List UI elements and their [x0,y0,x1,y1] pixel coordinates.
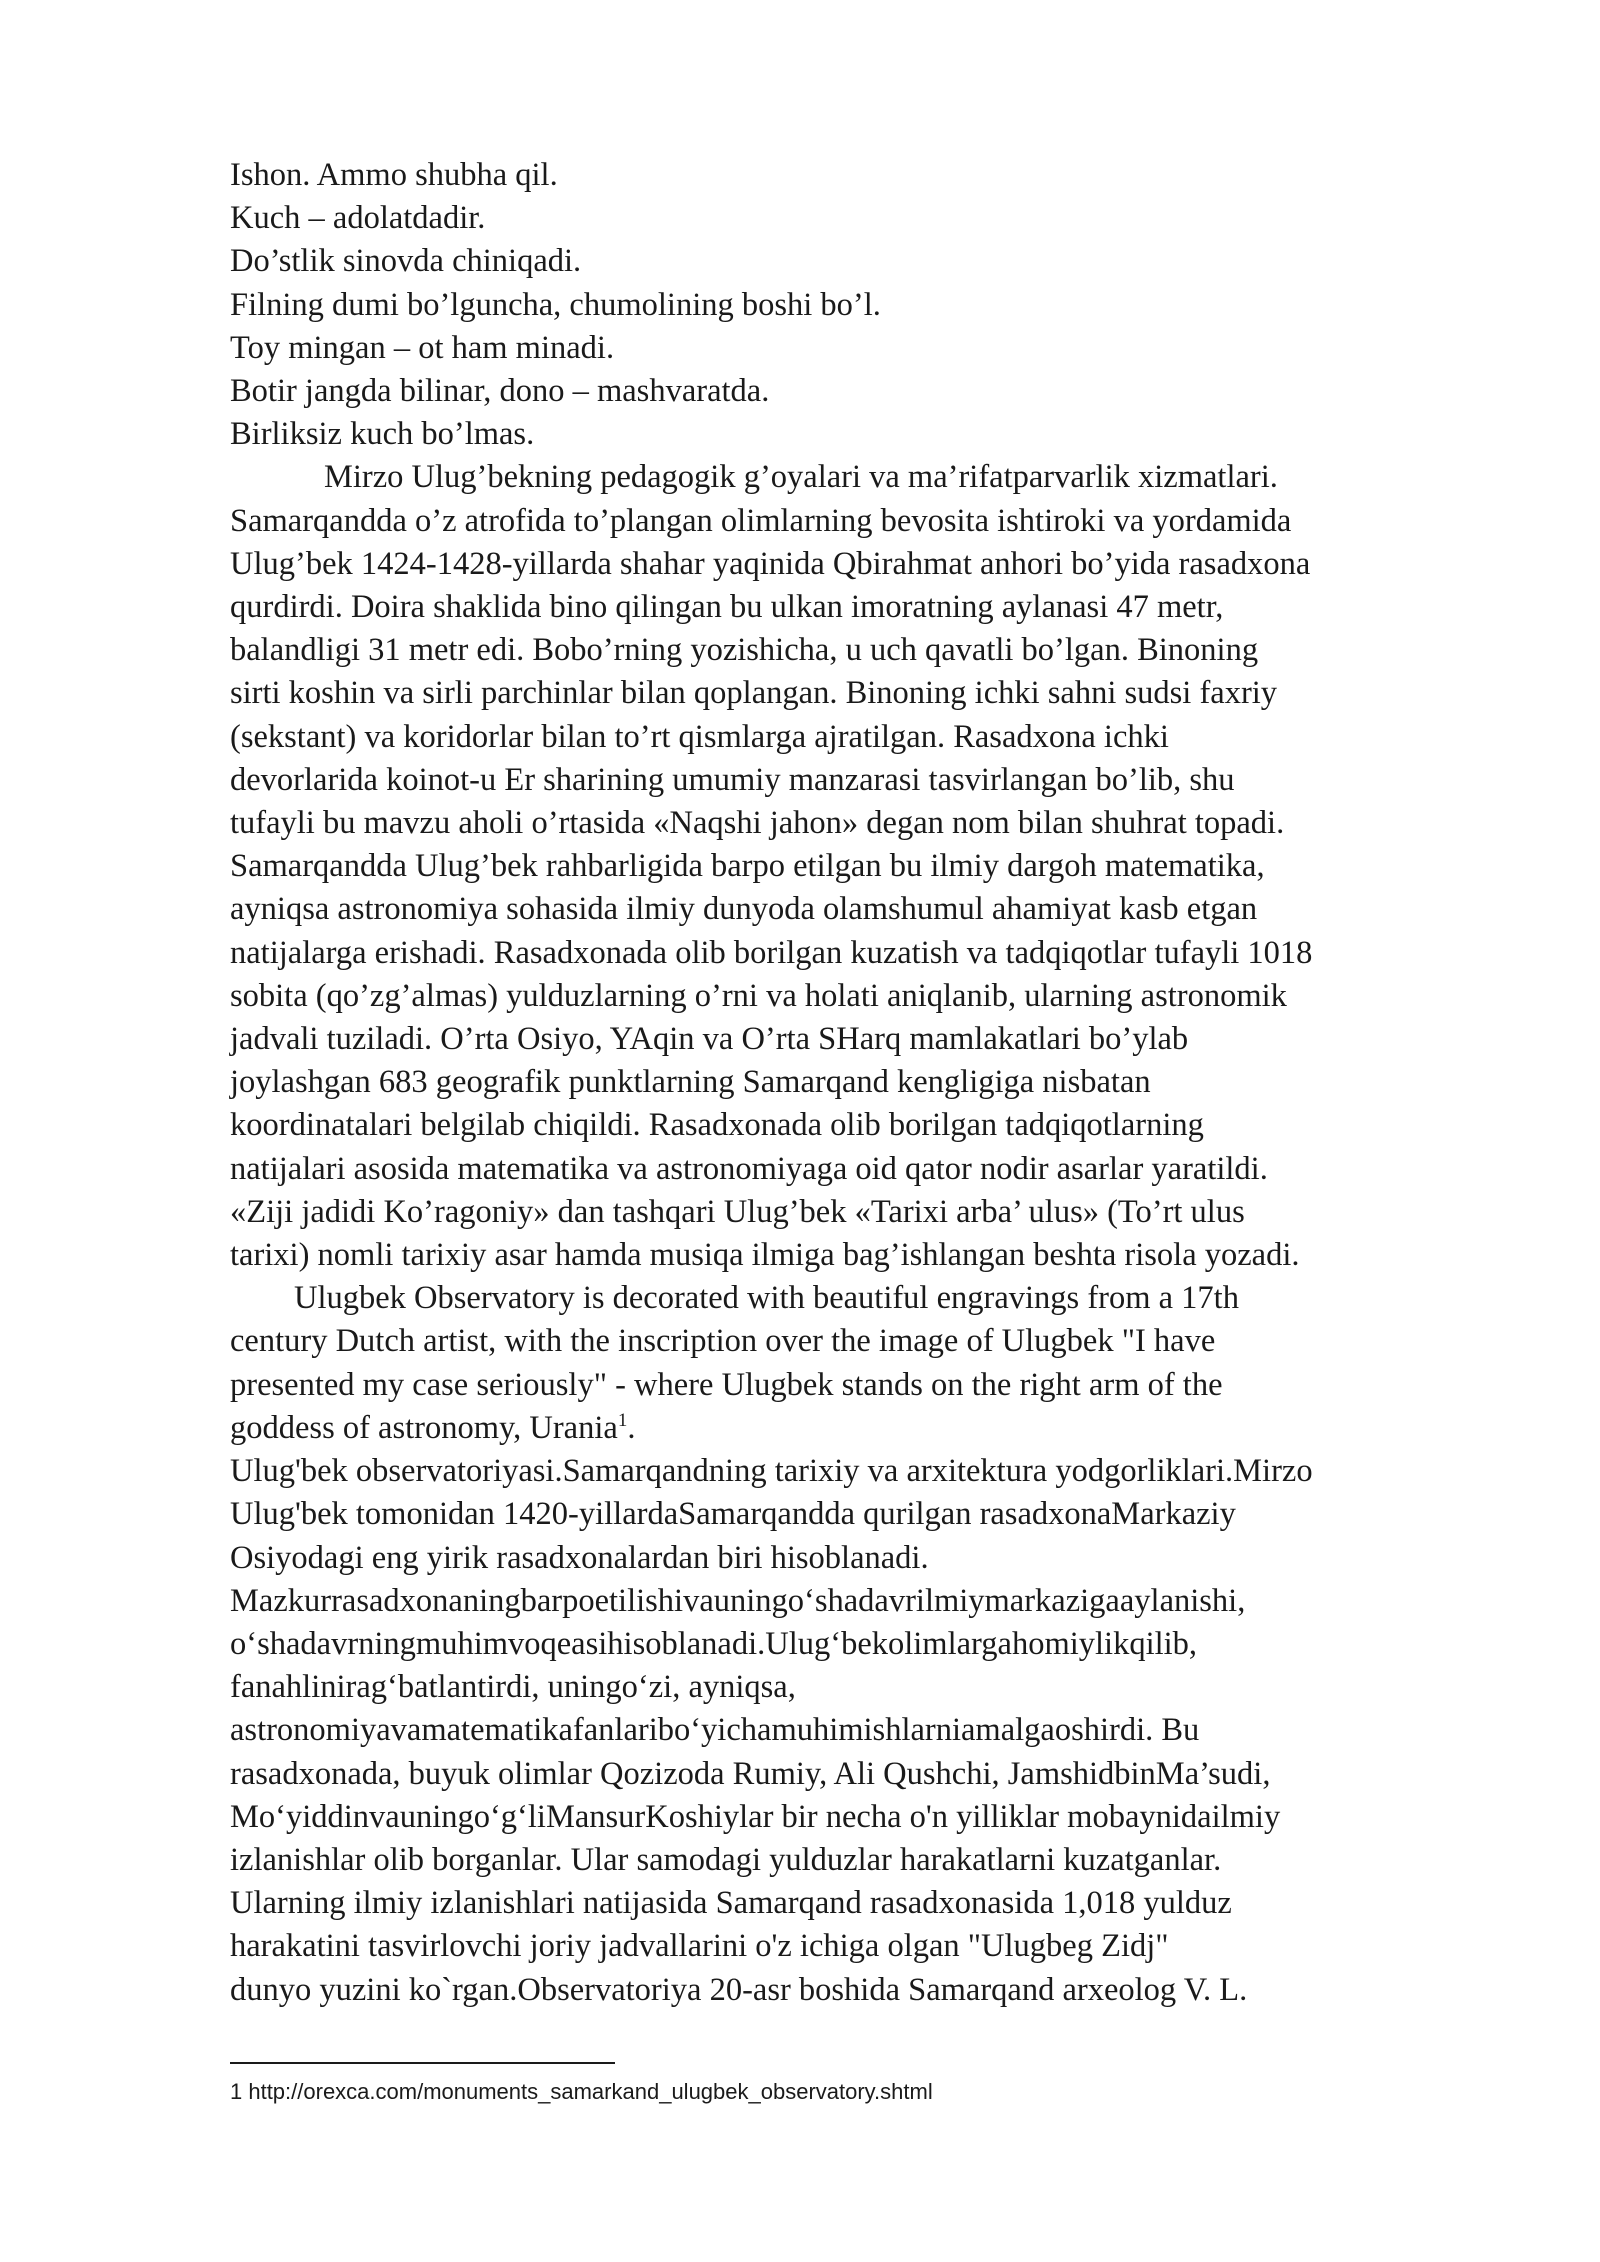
proverb-line: Do’stlik sinovda chiniqadi. [230,243,582,280]
ulugbek-section-paragraph [230,456,1490,1277]
paragraph-line: century Dutch artist, with the inscription over the image of Ulugbek "I have [230,1323,1216,1360]
paragraph-line: koordinatalari belgilab chiqildi. Rasadxonada olib borilgan tadqiqotlarning [230,1107,1204,1144]
footnote[interactable]: 1 http://orexca.com/monuments_samarkand_ulugbek_observatory.shtml [230,2079,933,2104]
paragraph-line: balandligi 31 metr edi. Bobo’rning yozishicha, u uch qavatli bo’lgan. Binoning [230,632,1259,669]
paragraph-line: ayniqsa astronomiya sohasida ilmiy dunyoda olamshumul ahamiyat kasb etgan [230,891,1258,928]
paragraph-line: Ulug'bek observatoriyasi.Samarqandning tarixiy va arxitektura yodgorliklari.Mirzo [230,1453,1313,1490]
paragraph-line: tarixi) nomli tarixiy asar hamda musiqa ilmiga bag’ishlangan beshta risola yozadi. [230,1237,1300,1274]
paragraph-line: natijalari asosida matematika va astronomiyaga oid qator nodir asarlar yaratildi. [230,1150,1268,1187]
paragraph-line: Mo‘yiddinvauningo‘g‘liMansurKoshiylar bir necha o'n yilliklar mobaynidailmiy [230,1798,1281,1835]
paragraph-line: harakatini tasvirlovchi joriy jadvallarini o'z ichiga olgan "Ulugbeg Zidj" [230,1928,1169,1965]
paragraph-line: Samarqandda o’z atrofida to’plangan olimlarning bevosita ishtiroki va yordamida [230,502,1292,539]
proverb-line: Botir jangda bilinar, dono – mashvaratda. [230,373,770,410]
paragraph-line: devorlarida koinot-u Er sharining umumiy manzarasi tasvirlangan bo’lib, shu [230,761,1235,798]
paragraph-line: Ularning ilmiy izlanishlari natijasida Samarqand rasadxonasida 1,018 yulduz [230,1885,1232,1922]
observatory-paragraph [230,1450,1490,2012]
footnote-separator [230,2062,615,2064]
paragraph-line: dunyo yuzini ko`rgan.Observatoriya 20-asr boshida Samarqand arxeolog V. L. [230,1971,1248,2008]
paragraph-line: izlanishlar olib borganlar. Ular samodagi yulduzlar harakatlarni kuzatganlar. [230,1841,1222,1878]
paragraph-line: natijalarga erishadi. Rasadxonada olib borilgan kuzatish va tadqiqotlar tufayli 1018 [230,934,1313,971]
paragraph-line: tufayli bu mavzu aholi o’rtasida «Naqshi jahon» degan nom bilan shuhrat topadi. [230,805,1285,842]
proverbs-list [230,154,1490,456]
paragraph-line: o‘shadavrningmuhimvoqeasihisoblanadi.Ulug‘bekolimlargahomiylikqilib, [230,1625,1198,1662]
section-heading: Mirzo Ulug’bekning pedagogik g’oyalari va ma’rifatparvarlik xizmatlari. [324,459,1278,496]
paragraph-line: presented my case seriously" - where Ulugbek stands on the right arm of the [230,1366,1223,1403]
proverb-line: Ishon. Ammo shubha qil. [230,157,558,193]
paragraph-line: (sekstant) va koridorlar bilan to’rt qismlarga ajratilgan. Rasadxona ichki [230,718,1169,755]
paragraph-line: Osiyodagi eng yirik rasadxonalardan biri hisoblanadi. [230,1539,929,1576]
proverb-line: Kuch – adolatdadir. [230,200,486,237]
paragraph-line: Ulugbek Observatory is decorated with beautiful engravings from a 17th [294,1280,1239,1317]
paragraph-line-text: goddess of astronomy, Urania [230,1409,618,1446]
paragraph-line: sirti koshin va sirli parchinlar bilan qoplangan. Binoning ichki sahni sudsi faxriy [230,675,1278,712]
paragraph-line: rasadxonada, buyuk olimlar Qozizoda Rumiy, Ali Qushchi, JamshidbinMa’sudi, [230,1755,1271,1792]
paragraph-line: fanahlinirag‘batlantirdi, uningo‘zi, ayniqsa, [230,1669,796,1706]
paragraph-line: jadvali tuziladi. O’rta Osiyo, YAqin va O’rta SHarq mamlakatlari bo’ylab [230,1021,1189,1058]
sentence-end: . [627,1409,636,1446]
proverb-line: Toy mingan – ot ham minadi. [230,329,615,366]
paragraph-line: Ulug'bek tomonidan 1420-yillardaSamarqandda qurilgan rasadxonaMarkaziy [230,1496,1236,1533]
footnote-reference[interactable]: 1 [617,1410,628,1432]
paragraph-line: Mazkurrasadxonaningbarpoetilishivauningo‘shadavrilmiymarkazigaaylanishi, [230,1582,1246,1619]
paragraph-line: qurdirdi. Doira shaklida bino qilingan bu ulkan imoratning aylanasi 47 metr, [230,589,1224,626]
paragraph-line: joylashgan 683 geografik punktlarning Samarqand kengligiga nisbatan [230,1064,1151,1101]
paragraph-line: «Ziji jadidi Ko’ragoniy» dan tashqari Ulug’bek «Tarixi arba’ ulus» (To’rt ulus [230,1193,1245,1230]
paragraph-line: astronomiyavamatematikafanlaribo‘yichamuhimishlarniamalgaoshirdi. Bu [230,1712,1200,1749]
paragraph-line: sobita (qo’zg’almas) yulduzlarning o’rni va holati aniqlanib, ularning astronomik [230,977,1287,1014]
body-text [230,154,1490,2012]
paragraph-line: Ulug’bek 1424-1428-yillarda shahar yaqinida Qbirahmat anhori bo’yida rasadxona [230,545,1311,582]
paragraph-line: Samarqandda Ulug’bek rahbarligida barpo etilgan bu ilmiy dargoh matematika, [230,848,1265,885]
paragraph-last-line [230,1407,1490,1450]
english-paragraph [230,1277,1490,1450]
proverb-line: Birliksiz kuch bo’lmas. [230,416,535,453]
proverb-line: Filning dumi bo’lguncha, chumolining boshi bo’l. [230,286,881,323]
